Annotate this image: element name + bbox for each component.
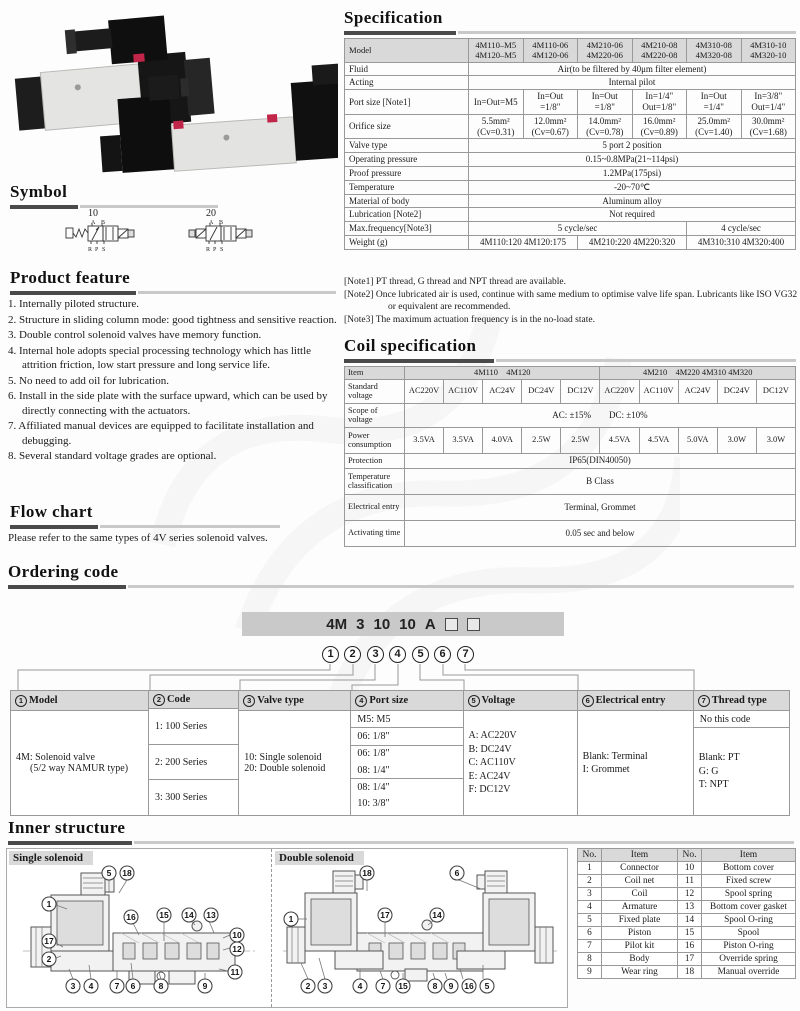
single-solenoid-diagram bbox=[9, 863, 269, 1005]
code-callout-2: 2 bbox=[344, 646, 361, 663]
specification-title: Specification bbox=[344, 8, 443, 27]
parts-row: 8 Body 17 Override spring bbox=[578, 953, 796, 966]
svg-text:8: 8 bbox=[158, 981, 164, 991]
double-solenoid-diagram bbox=[275, 863, 565, 1005]
ordering-col-port-size: 4 Port size M5: M5 06: 1/8" 06: 1/8" 08: 1/4" 08: 1/4" 10: 3/8" bbox=[350, 691, 462, 815]
flow-chart-text: Please refer to the same types of 4V series solenoid valves. bbox=[8, 532, 268, 544]
feature-item: 4. Internal hole adopts special processing technology which has little attrition friction, low start pressure and long service life. bbox=[8, 344, 312, 372]
parts-row: 3 Coil 12 Spool spring bbox=[578, 888, 796, 901]
symbol-section bbox=[10, 182, 218, 209]
port-size-option: 06: 1/8" bbox=[351, 728, 462, 745]
specification-table bbox=[344, 38, 796, 250]
feature-item: 2. Structure in sliding column mode: good tightness and sensitive reaction. bbox=[8, 313, 337, 326]
spec-model-cell: 4M110-06 4M120-06 bbox=[523, 39, 578, 63]
code-callout-4: 4 bbox=[389, 646, 406, 663]
col-num-icon: 1 bbox=[15, 695, 27, 707]
port-size-option: 10: 3/8" bbox=[357, 798, 390, 810]
spec-row-operating-pressure: Operating pressure 0.15~0.8MPa(21~114psi) bbox=[345, 153, 796, 167]
port-size-option: 08: 1/4" bbox=[357, 781, 390, 793]
spec-row-port-size: Port size [Note1] In=Out=M5 In=Out =1/8" In=Out =1/8" In=1/4" Out=1/8" In=Out =1/4" In=3/8" Out=1/4" bbox=[345, 90, 796, 115]
feature-item: 5. No need to add oil for lubrication. bbox=[8, 374, 169, 387]
col-num-icon: 2 bbox=[153, 694, 165, 706]
parts-row: 9 Wear ring 18 Manual override bbox=[578, 966, 796, 979]
svg-text:17: 17 bbox=[44, 936, 54, 946]
spec-model-cell: 4M310-08 4M320-08 bbox=[687, 39, 742, 63]
code-callout-3: 3 bbox=[367, 646, 384, 663]
svg-text:11: 11 bbox=[230, 967, 240, 977]
coil-row-standard-voltage: Standard voltage AC220V AC110V AC24V DC24V DC12V AC220V AC110V AC24V DC24V DC12V bbox=[345, 379, 796, 403]
svg-text:10: 10 bbox=[232, 930, 242, 940]
spec-notes bbox=[344, 277, 800, 328]
valve-symbol-20 bbox=[189, 208, 252, 253]
spec-model-cell: 4M210-06 4M220-06 bbox=[578, 39, 633, 63]
ordering-col-voltage: 5 Voltage A: AC220V B: DC24V C: AC110V E: AC24V F: DC12V bbox=[463, 691, 577, 815]
svg-text:S: S bbox=[220, 247, 224, 253]
spec-model-row bbox=[345, 39, 796, 63]
entry-option: Blank: Terminal bbox=[582, 750, 648, 762]
parts-table-header: No. Item No. Item bbox=[578, 849, 796, 862]
product-photos bbox=[8, 6, 338, 186]
spec-row-max-frequency: Max.frequency[Note3] 5 cycle/sec 4 cycle/sec bbox=[345, 222, 796, 236]
port-size-option: M5: M5 bbox=[351, 711, 462, 728]
code-option: 3: 300 Series bbox=[154, 792, 208, 804]
coil-item-label: Item bbox=[345, 367, 405, 380]
single-solenoid-label: Single solenoid bbox=[9, 851, 93, 865]
valve-type-option: 20: Double solenoid bbox=[244, 763, 326, 774]
svg-text:5: 5 bbox=[484, 981, 490, 991]
svg-text:1: 1 bbox=[288, 914, 294, 924]
diagram-divider bbox=[271, 849, 272, 1007]
spec-row-lubrication: Lubrication [Note2] Not required bbox=[345, 208, 796, 222]
svg-text:15: 15 bbox=[159, 910, 169, 920]
svg-text:13: 13 bbox=[206, 910, 216, 920]
svg-text:17: 17 bbox=[380, 910, 390, 920]
svg-text:12: 12 bbox=[232, 944, 242, 954]
code-callout-5: 5 bbox=[412, 646, 429, 663]
code-callout-1: 1 bbox=[322, 646, 339, 663]
col-num-icon: 7 bbox=[698, 695, 710, 707]
svg-text:4: 4 bbox=[88, 981, 94, 991]
svg-text:10: 10 bbox=[88, 208, 98, 219]
parts-row: 1 Connector 10 Bottom cover bbox=[578, 862, 796, 875]
spec-row-orifice: Orifice size 5.5mm² (Cv=0.31) 12.0mm² (Cv=0.67) 14.0mm² (Cv=0.78) 16.0mm² (Cv=0.89) 25.0mm² (Cv=1.40) 30.0mm² (Cv=1.68) bbox=[345, 114, 796, 139]
double-solenoid-label: Double solenoid bbox=[275, 851, 364, 865]
product-feature-title: Product feature bbox=[10, 268, 131, 287]
parts-row: 7 Pilot kit 16 Piston O-ring bbox=[578, 940, 796, 953]
code-segment: A bbox=[424, 615, 436, 633]
svg-text:4: 4 bbox=[357, 981, 363, 991]
svg-text:3: 3 bbox=[322, 981, 328, 991]
feature-item: 1. Internally piloted structure. bbox=[8, 298, 140, 310]
inner-structure-title: Inner structure bbox=[8, 818, 126, 837]
inner-heading-rule bbox=[8, 840, 794, 845]
product-photo-single bbox=[10, 12, 215, 137]
spec-row-temperature: Temperature -20~70℃ bbox=[345, 180, 796, 194]
code-callout-6: 6 bbox=[434, 646, 451, 663]
coil-row-protection: Protection IP65(DIN40050) bbox=[345, 453, 796, 468]
valve-symbols bbox=[58, 206, 288, 258]
parts-row: 6 Piston 15 Spool bbox=[578, 927, 796, 940]
inner-structure-box bbox=[6, 848, 568, 1008]
svg-text:15: 15 bbox=[398, 981, 408, 991]
product-feature-list bbox=[8, 297, 338, 465]
parts-row: 4 Armature 13 Bottom cover gasket bbox=[578, 901, 796, 914]
svg-text:A: A bbox=[91, 220, 96, 226]
code-segment: 3 bbox=[356, 615, 365, 633]
svg-text:P: P bbox=[95, 247, 99, 253]
coil-specification-section bbox=[344, 336, 796, 363]
ordering-col-thread-type: 7 Thread type No this code Blank: PT G: G T: NPT bbox=[693, 691, 789, 815]
spec-note-2: [Note2] Once lubricated air is used, continue with same medium to optimise valve life span. Lubricants like ISO VG32 or equivalent are recommended. bbox=[344, 289, 798, 312]
flow-chart-heading-rule bbox=[10, 524, 280, 529]
ordering-col-model: 1 Model 4M: Solenoid valve (5/2 way NAMUR type) bbox=[11, 691, 148, 815]
coil-row-scope: Scope of voltage AC: ±15% DC: ±10% bbox=[345, 403, 796, 427]
code-segment: 4M bbox=[326, 615, 348, 633]
ordering-col-electrical-entry: 6 Electrical entry Blank: Terminal I: Grommet bbox=[577, 691, 693, 815]
coil-specification-title: Coil specification bbox=[344, 336, 477, 355]
coil-row-electrical-entry: Electrical entry Terminal, Grommet bbox=[345, 494, 796, 520]
code-callout-7: 7 bbox=[457, 646, 474, 663]
port-size-option: 06: 1/8" bbox=[357, 748, 390, 760]
coil-row-activating-time: Activating time 0.05 sec and below bbox=[345, 520, 796, 546]
svg-text:6: 6 bbox=[454, 868, 460, 878]
ordering-col-code: 2 Code 1: 100 Series 2: 200 Series 3: 300 Series bbox=[148, 691, 238, 815]
feature-item: 6. Install in the side plate with the surface upward, which can be used by directly connecting with the actuators. bbox=[8, 390, 328, 417]
parts-row: 2 Coil net 11 Fixed screw bbox=[578, 875, 796, 888]
ordering-code-title: Ordering code bbox=[8, 562, 119, 581]
col-num-icon: 6 bbox=[582, 695, 594, 707]
voltage-option: A: AC220V bbox=[468, 730, 517, 742]
col-num-icon: 5 bbox=[468, 695, 480, 707]
coil-group-2: 4M210 4M220 4M310 4M320 bbox=[600, 367, 796, 380]
svg-text:A: A bbox=[209, 220, 214, 226]
specification-section bbox=[344, 8, 796, 35]
spec-row-material: Material of body Aluminum alloy bbox=[345, 194, 796, 208]
svg-text:9: 9 bbox=[202, 981, 208, 991]
spec-note-1: [Note1] PT thread, G thread and NPT thread are available. bbox=[344, 277, 567, 287]
parts-row: 5 Fixed plate 14 Spool O-ring bbox=[578, 914, 796, 927]
svg-text:B: B bbox=[101, 220, 106, 226]
spec-model-cell: 4M310-10 4M320-10 bbox=[741, 39, 796, 63]
svg-text:B: B bbox=[219, 220, 224, 226]
flow-chart-section bbox=[10, 502, 280, 529]
col-num-icon: 4 bbox=[355, 695, 367, 707]
svg-text:R: R bbox=[206, 247, 211, 253]
ordering-connector-lines bbox=[0, 664, 800, 690]
ordering-col-valve-type: 3 Valve type 10: Single solenoid 20: Double solenoid bbox=[238, 691, 350, 815]
port-size-option: 08: 1/4" bbox=[351, 762, 462, 779]
coil-row-power: Power consumption 3.5VA 3.5VA 4.0VA 2.5W 2.5W 4.5VA 4.5VA 5.0VA 3.0W 3.0W bbox=[345, 427, 796, 453]
spec-model-cell: 4M210-08 4M220-08 bbox=[632, 39, 687, 63]
feature-item: 3. Double control solenoid valves have memory function. bbox=[8, 329, 262, 342]
thread-none: No this code bbox=[694, 711, 789, 728]
flow-chart-title: Flow chart bbox=[10, 502, 93, 521]
code-placeholder-box bbox=[445, 618, 458, 631]
thread-option: T: NPT bbox=[698, 779, 729, 791]
svg-text:18: 18 bbox=[362, 868, 372, 878]
coil-heading-rule bbox=[344, 358, 796, 363]
feature-item: 8. Several standard voltage grades are optional. bbox=[8, 450, 217, 463]
spec-row-weight: Weight (g) 4M110:120 4M120:175 4M210:220 4M220:320 4M310:310 4M320:400 bbox=[345, 235, 796, 249]
model-value-line2: (5/2 way NAMUR type) bbox=[30, 763, 129, 774]
ordering-heading-rule bbox=[8, 584, 794, 589]
product-feature-section bbox=[10, 268, 336, 295]
coil-row-temp-class: Temperature classification B Class bbox=[345, 468, 796, 494]
svg-text:3: 3 bbox=[70, 981, 76, 991]
code-placeholder-box bbox=[467, 618, 480, 631]
code-option: 2: 200 Series bbox=[149, 745, 238, 781]
voltage-option: F: DC12V bbox=[468, 784, 511, 796]
svg-text:16: 16 bbox=[126, 912, 136, 922]
thread-option: Blank: PT bbox=[698, 752, 740, 764]
ordering-code-bar bbox=[242, 612, 564, 636]
spec-row-valve-type: Valve type 5 port 2 position bbox=[345, 139, 796, 153]
svg-text:R: R bbox=[88, 247, 93, 253]
voltage-option: C: AC110V bbox=[468, 757, 516, 769]
ordering-code-table bbox=[10, 690, 790, 816]
svg-text:S: S bbox=[102, 247, 106, 253]
code-option: 1: 100 Series bbox=[149, 709, 238, 745]
model-value-line1: 4M: Solenoid valve bbox=[16, 752, 95, 763]
svg-text:2: 2 bbox=[46, 954, 52, 964]
col-num-icon: 3 bbox=[243, 695, 255, 707]
spec-model-cell: 4M110–M5 4M120–M5 bbox=[469, 39, 524, 63]
svg-text:18: 18 bbox=[122, 868, 132, 878]
parts-table bbox=[577, 848, 796, 979]
svg-text:14: 14 bbox=[432, 910, 442, 920]
inner-structure-section bbox=[8, 818, 794, 845]
svg-text:P: P bbox=[213, 247, 217, 253]
ordering-code-section bbox=[8, 562, 794, 589]
thread-option: G: G bbox=[698, 765, 719, 777]
entry-option: I: Grommet bbox=[582, 764, 630, 775]
spec-row-acting: Acting Internal pilot bbox=[345, 76, 796, 90]
coil-group-1: 4M110 4M120 bbox=[405, 367, 600, 380]
feature-item: 7. Affiliated manual devices are equipped to facilitate installation and debugging. bbox=[8, 420, 314, 447]
svg-text:9: 9 bbox=[448, 981, 454, 991]
spec-model-label: Model bbox=[345, 39, 469, 63]
spec-row-proof-pressure: Proof pressure 1.2MPa(175psi) bbox=[345, 167, 796, 181]
svg-text:7: 7 bbox=[380, 981, 386, 991]
voltage-option: B: DC24V bbox=[468, 743, 512, 755]
voltage-option: E: AC24V bbox=[468, 770, 511, 782]
svg-text:16: 16 bbox=[464, 981, 474, 991]
valve-type-option: 10: Single solenoid bbox=[244, 752, 322, 763]
svg-text:5: 5 bbox=[106, 868, 112, 878]
code-segment: 10 bbox=[373, 615, 391, 633]
svg-text:6: 6 bbox=[130, 981, 136, 991]
product-feature-heading-rule bbox=[10, 290, 336, 295]
svg-text:8: 8 bbox=[432, 981, 438, 991]
spec-row-fluid: Fluid Air(to be filtered by 40μm filter element) bbox=[345, 62, 796, 76]
svg-text:14: 14 bbox=[184, 910, 194, 920]
svg-text:7: 7 bbox=[114, 981, 120, 991]
symbol-title: Symbol bbox=[10, 182, 68, 201]
coil-item-row bbox=[345, 367, 796, 380]
valve-symbol-10 bbox=[66, 208, 134, 253]
svg-text:2: 2 bbox=[305, 981, 311, 991]
coil-specification-table bbox=[344, 366, 796, 547]
svg-text:20: 20 bbox=[206, 208, 216, 219]
specification-heading-rule bbox=[344, 30, 796, 35]
svg-text:1: 1 bbox=[46, 899, 52, 909]
code-segment: 10 bbox=[399, 615, 416, 633]
spec-note-3: [Note3] The maximum actuation frequency is in the no-load state. bbox=[344, 314, 595, 325]
